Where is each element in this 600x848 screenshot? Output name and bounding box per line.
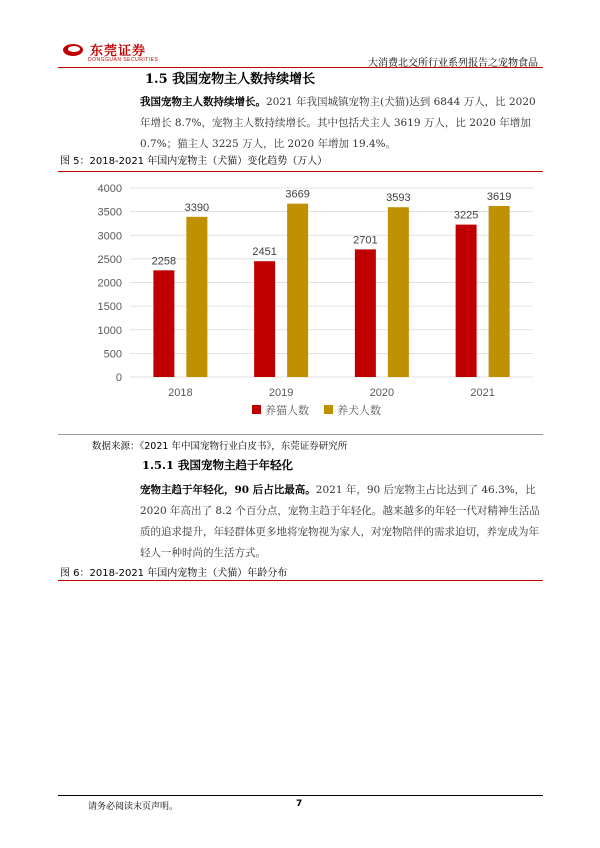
bar-chart	[58, 172, 543, 432]
section-paragraph	[140, 92, 543, 155]
bar	[355, 249, 376, 377]
figure-caption: 图 6：2018-2021 年国内宠物主（犬猫）年龄分布	[60, 568, 288, 579]
paragraph-lead: 我国宠物主人数持续增长。	[140, 96, 266, 108]
paragraph-body: 2021 年，90 后宠物主占比达到了 46.3%，比 2020 年高出了 8.2 个百分点，宠物主趋于年轻化。越来越多的年轻一代对精神生活品质的追求提升，年轻群体更多地将宠物视为家人，对宠物陪伴的需求迫切，养宠成为年轻人一种时尚的生活方式。	[140, 484, 540, 559]
y-tick-label: 2000	[97, 277, 122, 290]
bar	[456, 225, 477, 377]
x-tick-label: 2020	[369, 387, 395, 399]
paragraph-lead: 宠物主趋于年轻化，90 后占比最高。	[140, 484, 316, 496]
subsection-heading: 1.5.1 我国宠物主趋于年轻化	[142, 458, 294, 472]
x-tick-label: 2019	[268, 387, 294, 399]
footer-divider	[58, 795, 543, 796]
logo-text: 东莞证券	[90, 44, 147, 59]
bar	[287, 204, 308, 377]
page-number: 7	[296, 799, 303, 809]
logo-mark-icon	[62, 43, 84, 57]
figure-source: 数据来源：《2021 年中国宠物行业白皮书》，东莞证券研究所	[92, 441, 348, 452]
bar	[254, 261, 275, 377]
legend-label: 养犬人数	[337, 405, 381, 417]
section-heading: 1.5 我国宠物主人数持续增长	[145, 72, 316, 87]
subsection-paragraph	[140, 480, 543, 564]
logo-subtitle: DONGGUAN SECURITIES	[88, 57, 159, 63]
y-tick-label: 3500	[97, 206, 122, 219]
data-label: 2701	[353, 234, 378, 247]
x-tick-label: 2018	[168, 387, 193, 399]
figure-bottom-divider	[58, 434, 543, 435]
data-label: 2451	[252, 246, 277, 259]
figure-top-divider	[58, 580, 543, 581]
legend-label: 养猫人数	[265, 405, 309, 417]
footer-disclaimer: 请务必阅读末页声明。	[88, 802, 179, 812]
data-label: 3225	[453, 209, 479, 222]
y-tick-label: 0	[115, 372, 122, 384]
data-label: 2258	[151, 255, 177, 268]
y-tick-label: 3000	[97, 230, 122, 243]
y-tick-label: 1000	[97, 324, 122, 337]
data-label: 3390	[184, 201, 210, 214]
bar	[153, 270, 174, 377]
bar	[186, 217, 207, 377]
y-tick-label: 1500	[97, 301, 122, 314]
y-tick-label: 4000	[97, 183, 122, 195]
x-tick-label: 2021	[470, 387, 495, 399]
legend-swatch	[324, 405, 333, 414]
data-label: 3669	[285, 188, 310, 201]
legend-swatch	[252, 405, 261, 414]
data-label: 3593	[386, 192, 411, 205]
paragraph-body: 2021 年我国城镇宠物主(犬猫)达到 6844 万人，比 2020 年增长 8.7%，宠物主人数持续增长。其中包括犬主人 3619 万人，比 2020 年增加 0.7%；猫主人 3225 万人，比 2020 年增加 19.4%。	[140, 96, 536, 150]
y-tick-label: 2500	[97, 253, 122, 266]
figure-caption: 图 5：2018-2021 年国内宠物主（犬猫）变化趋势（万人）	[60, 156, 328, 167]
bar	[489, 206, 510, 377]
y-tick-label: 500	[103, 348, 122, 361]
report-title: 大消费北交所行业系列报告之宠物食品	[368, 58, 538, 69]
bar	[388, 207, 409, 377]
data-label: 3619	[486, 191, 512, 204]
